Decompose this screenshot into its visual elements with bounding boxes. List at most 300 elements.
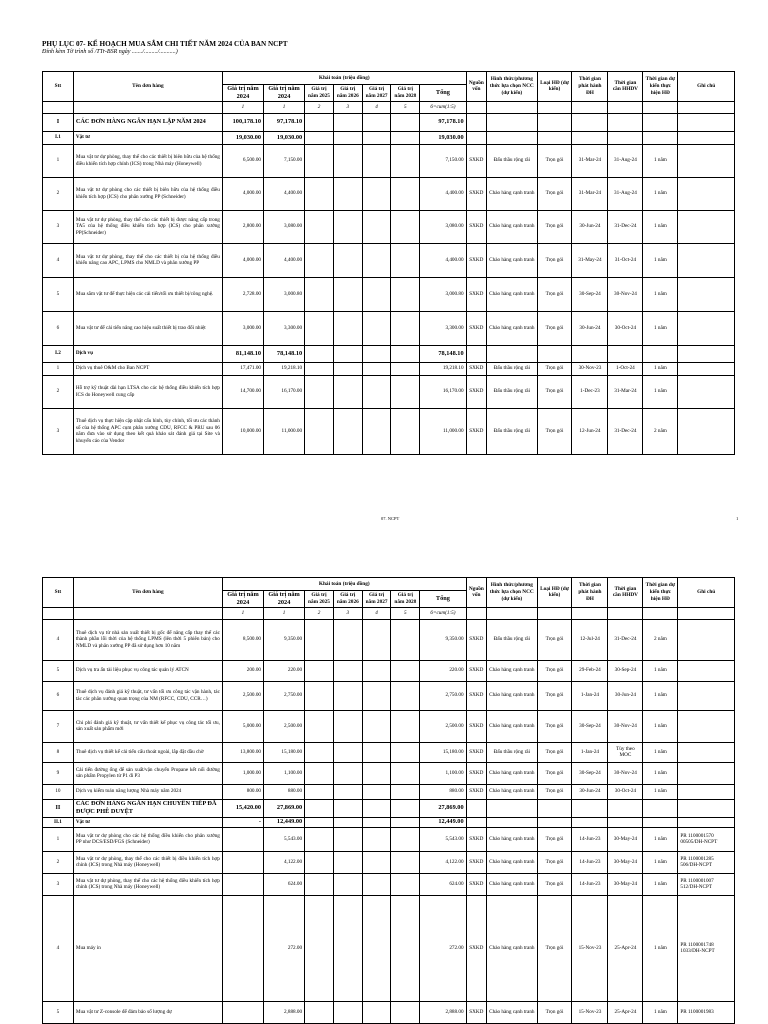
- row-value-2024b: 220.00: [264, 660, 305, 681]
- row-need-date: 30-Nov-24: [608, 277, 643, 311]
- row-stt: 5: [43, 660, 74, 681]
- row-method: Đấu thầu rộng rãi: [487, 408, 537, 454]
- row-value-future: [391, 177, 420, 210]
- row-value-future: [362, 243, 391, 277]
- row-duration: 1 năm: [643, 784, 678, 799]
- document-subtitle: Đính kèm Tờ trình số /TTr-BSR ngày ......./........./...........): [42, 49, 178, 55]
- row-contract-type: Trọn gói: [537, 873, 572, 895]
- index-cell-empty: [608, 607, 643, 619]
- row-value-future: [391, 375, 420, 408]
- row-duration: [643, 799, 678, 817]
- row-total: 78,148.10: [420, 345, 466, 362]
- row-value-2024a: [222, 1001, 263, 1023]
- row-source: SXKD: [466, 742, 487, 762]
- header-loaihd: Loại HĐ (dự kiến): [537, 72, 572, 102]
- row-duration: 1 năm: [643, 311, 678, 345]
- row-value-future: [333, 742, 362, 762]
- row-stt: 3: [43, 210, 74, 243]
- procurement-table-page-2: [42, 577, 735, 1024]
- row-duration: 1 năm: [643, 660, 678, 681]
- row-duration: 1 năm: [643, 375, 678, 408]
- section-row: [43, 113, 735, 131]
- table-row: [43, 144, 735, 177]
- row-value-2024a: 2,800.00: [222, 210, 263, 243]
- row-note: [678, 375, 735, 408]
- row-value-future: [391, 681, 420, 710]
- row-value-2024a: [222, 873, 263, 895]
- row-method: Chào hàng cạnh tranh: [487, 827, 537, 851]
- row-duration: 1 năm: [643, 243, 678, 277]
- header-stt: Stt: [43, 578, 74, 608]
- row-value-future: [391, 345, 420, 362]
- row-value-future: [305, 277, 334, 311]
- header-ghichu: Ghi chú: [678, 578, 735, 608]
- row-source: SXKD: [466, 408, 487, 454]
- row-value-future: [305, 243, 334, 277]
- row-value-future: [362, 681, 391, 710]
- table-row: [43, 762, 735, 784]
- row-value-2024a: 14,700.00: [222, 375, 263, 408]
- row-note: [678, 144, 735, 177]
- row-stt: 1: [43, 362, 74, 375]
- row-issue-date: 31-May-24: [572, 243, 608, 277]
- row-value-2024b: 3,300.00: [264, 311, 305, 345]
- row-need-date: [608, 799, 643, 817]
- row-stt: 9: [43, 762, 74, 784]
- row-source: SXKD: [466, 277, 487, 311]
- row-name: Dịch vụ tra ấn tài liệu phục vụ công tác quản lý ATCN: [73, 660, 222, 681]
- index-cell-empty: [678, 607, 735, 619]
- row-stt: 8: [43, 742, 74, 762]
- row-value-future: [333, 345, 362, 362]
- row-value-future: [333, 784, 362, 799]
- row-value-2024a: 800.00: [222, 784, 263, 799]
- row-method: Đấu thầu rộng rãi: [487, 375, 537, 408]
- row-need-date: 1-Oct-24: [608, 362, 643, 375]
- row-total: 27,869.00: [420, 799, 466, 817]
- row-contract-type: Trọn gói: [537, 375, 572, 408]
- row-value-future: [391, 851, 420, 873]
- row-note: PR 1100001570 00505/DH-NCPT: [678, 827, 735, 851]
- row-method: Chào hàng cạnh tranh: [487, 895, 537, 1001]
- row-value-future: [391, 817, 420, 827]
- row-name: Mua vật tư dự phòng, thay thế cho các thiết bị của hệ thống điều khiển nâng cao APC, LPMS cho NMLD và phân xưởng PP: [73, 243, 222, 277]
- row-need-date: Tùy theo MOC: [608, 742, 643, 762]
- row-value-2024b: 4,122.00: [264, 851, 305, 873]
- row-issue-date: [572, 131, 608, 144]
- table-row: [43, 895, 735, 1001]
- row-note: [678, 784, 735, 799]
- row-source: SXKD: [466, 710, 487, 742]
- row-value-future: [391, 408, 420, 454]
- row-total: 624.00: [420, 873, 466, 895]
- row-value-future: [333, 851, 362, 873]
- row-total: 97,178.10: [420, 113, 466, 131]
- row-value-future: [305, 362, 334, 375]
- row-need-date: 31-Mar-24: [608, 375, 643, 408]
- row-note: [678, 277, 735, 311]
- row-note: PR 1100001748 1033/DH-NCPT: [678, 895, 735, 1001]
- row-value-2024b: 11,000.00: [264, 408, 305, 454]
- row-note: [678, 762, 735, 784]
- table-row: [43, 827, 735, 851]
- row-method: Chào hàng cạnh tranh: [487, 873, 537, 895]
- section-row: [43, 817, 735, 827]
- row-source: SXKD: [466, 144, 487, 177]
- row-value-future: [305, 144, 334, 177]
- row-need-date: [608, 817, 643, 827]
- row-need-date: 30-Nov-24: [608, 710, 643, 742]
- index-cell: 5: [391, 607, 420, 619]
- header-tong: Tổng: [420, 591, 466, 608]
- table-row: [43, 311, 735, 345]
- row-value-future: [305, 851, 334, 873]
- row-name: Thuê dịch vụ thiết kế cải tiến cấu thoát ngoài, lắp đặt dầu chờ: [73, 742, 222, 762]
- index-cell: 2: [305, 101, 334, 113]
- row-contract-type: [537, 799, 572, 817]
- row-value-2024a: 4,000.00: [222, 243, 263, 277]
- header-y2026: Giá trị năm 2026: [333, 591, 362, 608]
- row-value-future: [362, 362, 391, 375]
- row-value-future: [391, 131, 420, 144]
- row-value-future: [305, 177, 334, 210]
- table-row: [43, 710, 735, 742]
- index-cell: 3: [333, 101, 362, 113]
- row-value-2024b: 880.00: [264, 784, 305, 799]
- row-name: Thuê dịch vụ thực hiện cập nhật cấu hình, tùy chỉnh, tối ưu các thành số của hệ thống APC cụm phân xưởng CDU, RFCC & PRU sau 06 năm đưa vào sử dụng theo kết quả khảo sát đánh giá tại Site và khuyến cáo của Vendor: [73, 408, 222, 454]
- row-value-future: [305, 660, 334, 681]
- row-note: [678, 619, 735, 660]
- row-note: [678, 362, 735, 375]
- row-value-future: [362, 784, 391, 799]
- index-cell-empty: [608, 101, 643, 113]
- row-stt: 7: [43, 710, 74, 742]
- row-contract-type: Trọn gói: [537, 210, 572, 243]
- row-issue-date: 15-Nov-23: [572, 1001, 608, 1023]
- header-y2027: Giá trị năm 2027: [362, 85, 391, 102]
- row-value-future: [305, 619, 334, 660]
- header-tgph: Thời gian phát hành ĐH: [572, 578, 608, 608]
- row-value-2024a: 6,500.00: [222, 144, 263, 177]
- row-contract-type: Trọn gói: [537, 827, 572, 851]
- row-name: Dịch vụ thuê O&M cho Ban NCPT: [73, 362, 222, 375]
- row-value-future: [391, 827, 420, 851]
- index-cell-empty: [537, 607, 572, 619]
- row-value-future: [305, 681, 334, 710]
- row-value-2024a: 2,728.00: [222, 277, 263, 311]
- row-value-2024a: 81,148.10: [222, 345, 263, 362]
- row-total: 220.00: [420, 660, 466, 681]
- header-gt1: Giá trị năm 2024: [222, 591, 263, 608]
- row-duration: [643, 345, 678, 362]
- index-cell-name: [73, 607, 222, 619]
- row-total: 3,300.00: [420, 311, 466, 345]
- row-total: 4,400.00: [420, 177, 466, 210]
- row-duration: [643, 817, 678, 827]
- row-value-future: [362, 113, 391, 131]
- row-method: [487, 131, 537, 144]
- index-cell: 4: [362, 607, 391, 619]
- row-value-future: [305, 1001, 334, 1023]
- row-value-2024b: 4,400.00: [264, 243, 305, 277]
- row-note: [678, 817, 735, 827]
- row-value-future: [362, 827, 391, 851]
- row-source: SXKD: [466, 311, 487, 345]
- row-source: [466, 817, 487, 827]
- row-value-2024b: 5,543.00: [264, 827, 305, 851]
- table-row: [43, 660, 735, 681]
- row-value-future: [333, 762, 362, 784]
- row-contract-type: [537, 113, 572, 131]
- row-total: 880.00: [420, 784, 466, 799]
- row-issue-date: 30-Sep-24: [572, 277, 608, 311]
- row-note: [678, 408, 735, 454]
- document-title: PHỤ LỤC 07- KẾ HOẠCH MUA SẮM CHI TIẾT NĂM 2024 CỦA BAN NCPT: [42, 40, 288, 48]
- row-value-future: [305, 895, 334, 1001]
- row-source: SXKD: [466, 762, 487, 784]
- row-duration: 1 năm: [643, 742, 678, 762]
- row-need-date: 31-Dec-24: [608, 408, 643, 454]
- row-value-future: [362, 762, 391, 784]
- row-method: [487, 345, 537, 362]
- header-tgcan: Thời gian cần HHDV: [608, 72, 643, 102]
- row-source: SXKD: [466, 210, 487, 243]
- index-cell-empty: [537, 101, 572, 113]
- row-name: Dịch vụ: [73, 345, 222, 362]
- row-contract-type: Trọn gói: [537, 144, 572, 177]
- row-need-date: 30-Jun-24: [608, 681, 643, 710]
- row-source: [466, 131, 487, 144]
- row-value-future: [333, 895, 362, 1001]
- row-duration: 1 năm: [643, 681, 678, 710]
- row-value-future: [391, 619, 420, 660]
- row-value-future: [305, 131, 334, 144]
- row-value-future: [333, 243, 362, 277]
- row-name: Chi phí đánh giá kỹ thuật, tư vấn thiết kế phục vụ công tác tối ưu, sản xuất sản phẩm mới: [73, 710, 222, 742]
- row-contract-type: [537, 345, 572, 362]
- row-value-2024b: 1,100.00: [264, 762, 305, 784]
- row-value-future: [391, 277, 420, 311]
- row-duration: [643, 113, 678, 131]
- row-value-future: [362, 144, 391, 177]
- index-cell: 1: [264, 101, 305, 113]
- row-value-2024a: 1,000.00: [222, 762, 263, 784]
- row-contract-type: Trọn gói: [537, 710, 572, 742]
- row-source: [466, 113, 487, 131]
- row-total: 272.00: [420, 895, 466, 1001]
- row-source: SXKD: [466, 619, 487, 660]
- row-method: Chào hàng cạnh tranh: [487, 311, 537, 345]
- row-value-future: [333, 710, 362, 742]
- header-name: Tên đơn hàng: [73, 578, 222, 608]
- row-value-future: [333, 210, 362, 243]
- index-cell: 1: [264, 607, 305, 619]
- row-value-future: [362, 177, 391, 210]
- table-row: [43, 408, 735, 454]
- row-name: Mua vật tư dự phòng, thay thế cho các thiết bị được nâng cấp trong TA5 của hệ thống điều khiển tích hợp (ICS) cho phân xưởng PP(Schneider): [73, 210, 222, 243]
- index-cell: 1: [222, 101, 263, 113]
- row-contract-type: Trọn gói: [537, 660, 572, 681]
- header-gt1: Giá trị năm 2024: [222, 85, 263, 102]
- row-value-2024a: 8,500.00: [222, 619, 263, 660]
- row-contract-type: Trọn gói: [537, 243, 572, 277]
- row-issue-date: 29-Feb-24: [572, 660, 608, 681]
- row-stt: 6: [43, 681, 74, 710]
- index-cell-empty: [572, 101, 608, 113]
- row-method: Đấu thầu rộng rãi: [487, 144, 537, 177]
- row-stt: 4: [43, 243, 74, 277]
- row-value-2024a: 19,030.00: [222, 131, 263, 144]
- row-total: 12,449.00: [420, 817, 466, 827]
- row-source: SXKD: [466, 660, 487, 681]
- row-total: 16,170.00: [420, 375, 466, 408]
- row-method: Chào hàng cạnh tranh: [487, 851, 537, 873]
- table-row: [43, 375, 735, 408]
- row-stt: 2: [43, 851, 74, 873]
- row-stt: I.1: [43, 131, 74, 144]
- row-method: [487, 799, 537, 817]
- procurement-table-page-1: [42, 71, 735, 455]
- row-value-future: [362, 375, 391, 408]
- row-value-future: [391, 362, 420, 375]
- row-note: [678, 345, 735, 362]
- row-contract-type: Trọn gói: [537, 1001, 572, 1023]
- row-name: Mua vật tư Z-console để đảm bảo số lượng dự: [73, 1001, 222, 1023]
- row-value-future: [391, 784, 420, 799]
- index-cell: 1: [222, 607, 263, 619]
- row-note: [678, 243, 735, 277]
- row-stt: 3: [43, 873, 74, 895]
- row-note: PR 1100001007 512/DH-NCPT: [678, 873, 735, 895]
- header-khai-toan: Khái toán (triệu đồng): [222, 578, 466, 591]
- row-value-future: [333, 799, 362, 817]
- row-value-future: [391, 113, 420, 131]
- row-duration: 1 năm: [643, 210, 678, 243]
- row-method: Chào hàng cạnh tranh: [487, 1001, 537, 1023]
- row-need-date: 30-Oct-24: [608, 784, 643, 799]
- row-value-2024b: 9,350.00: [264, 619, 305, 660]
- row-value-future: [362, 619, 391, 660]
- row-value-future: [391, 799, 420, 817]
- row-value-2024b: 2,500.00: [264, 710, 305, 742]
- row-duration: 1 năm: [643, 710, 678, 742]
- row-total: 5,543.00: [420, 827, 466, 851]
- row-stt: 10: [43, 784, 74, 799]
- index-cell: 5: [391, 101, 420, 113]
- header-y2025: Giá trị năm 2025: [305, 591, 334, 608]
- table-row: [43, 681, 735, 710]
- row-issue-date: 1-Jan-24: [572, 742, 608, 762]
- row-need-date: 30-Nov-24: [608, 762, 643, 784]
- table-row: [43, 177, 735, 210]
- row-value-future: [333, 660, 362, 681]
- row-value-future: [391, 243, 420, 277]
- row-value-2024b: 3,080.00: [264, 210, 305, 243]
- row-contract-type: Trọn gói: [537, 742, 572, 762]
- row-duration: 2 năm: [643, 619, 678, 660]
- row-need-date: [608, 131, 643, 144]
- row-note: [678, 311, 735, 345]
- row-stt: II.1: [43, 817, 74, 827]
- row-value-2024a: 2,500.00: [222, 681, 263, 710]
- row-total: 9,350.00: [420, 619, 466, 660]
- row-duration: 1 năm: [643, 277, 678, 311]
- row-value-future: [362, 710, 391, 742]
- row-value-future: [333, 375, 362, 408]
- row-source: [466, 345, 487, 362]
- row-issue-date: 12-Jul-24: [572, 619, 608, 660]
- row-value-future: [391, 895, 420, 1001]
- row-value-future: [305, 113, 334, 131]
- row-method: Chào hàng cạnh tranh: [487, 710, 537, 742]
- row-value-future: [333, 408, 362, 454]
- row-duration: 1 năm: [643, 851, 678, 873]
- row-need-date: 31-Dec-24: [608, 619, 643, 660]
- row-total: 2,888.00: [420, 1001, 466, 1023]
- row-contract-type: Trọn gói: [537, 619, 572, 660]
- row-name: Mua vật tư dự phòng, thay thế cho các thiết bị điều khiển tích hợp chính (ICS) trong Nhà máy (Honeywell): [73, 851, 222, 873]
- row-need-date: 31-Dec-24: [608, 210, 643, 243]
- row-value-future: [362, 660, 391, 681]
- row-issue-date: 14-Jun-23: [572, 873, 608, 895]
- row-need-date: 31-Oct-24: [608, 243, 643, 277]
- row-issue-date: 30-Jun-24: [572, 210, 608, 243]
- index-cell-empty: [487, 101, 537, 113]
- row-stt: 1: [43, 144, 74, 177]
- index-cell-empty: [466, 101, 487, 113]
- row-value-2024b: 16,170.00: [264, 375, 305, 408]
- row-issue-date: 1-Jan-24: [572, 681, 608, 710]
- header-loaihd: Loại HĐ (dự kiến): [537, 578, 572, 608]
- row-value-2024a: 4,000.00: [222, 177, 263, 210]
- index-cell: 6=cum(1:5): [420, 101, 466, 113]
- row-value-future: [391, 710, 420, 742]
- index-cell: 3: [333, 607, 362, 619]
- row-method: Chào hàng cạnh tranh: [487, 762, 537, 784]
- row-value-future: [333, 144, 362, 177]
- row-value-2024b: 19,030.00: [264, 131, 305, 144]
- row-value-future: [305, 827, 334, 851]
- row-name: CÁC ĐƠN HÀNG NGẮN HẠN LẬP NĂM 2024: [73, 113, 222, 131]
- row-note: [678, 742, 735, 762]
- row-total: 3,000.80: [420, 277, 466, 311]
- row-value-future: [362, 799, 391, 817]
- index-cell-empty: [643, 607, 678, 619]
- row-value-future: [362, 873, 391, 895]
- row-source: SXKD: [466, 784, 487, 799]
- row-value-future: [362, 311, 391, 345]
- row-total: 4,400.00: [420, 243, 466, 277]
- table-row: [43, 851, 735, 873]
- row-value-2024a: [222, 827, 263, 851]
- row-source: [466, 799, 487, 817]
- row-value-future: [362, 210, 391, 243]
- row-total: 11,000.00: [420, 408, 466, 454]
- header-y2028: Giá trị năm 2028: [391, 85, 420, 102]
- row-value-future: [333, 817, 362, 827]
- header-tgthuc: Thời gian dự kiến thực hiện HĐ: [643, 578, 678, 608]
- row-contract-type: Trọn gói: [537, 408, 572, 454]
- row-value-future: [391, 742, 420, 762]
- row-contract-type: Trọn gói: [537, 177, 572, 210]
- row-value-future: [362, 817, 391, 827]
- row-stt: II: [43, 799, 74, 817]
- row-duration: 1 năm: [643, 144, 678, 177]
- row-total: 7,150.00: [420, 144, 466, 177]
- row-value-future: [391, 762, 420, 784]
- table-row: [43, 742, 735, 762]
- row-value-future: [305, 375, 334, 408]
